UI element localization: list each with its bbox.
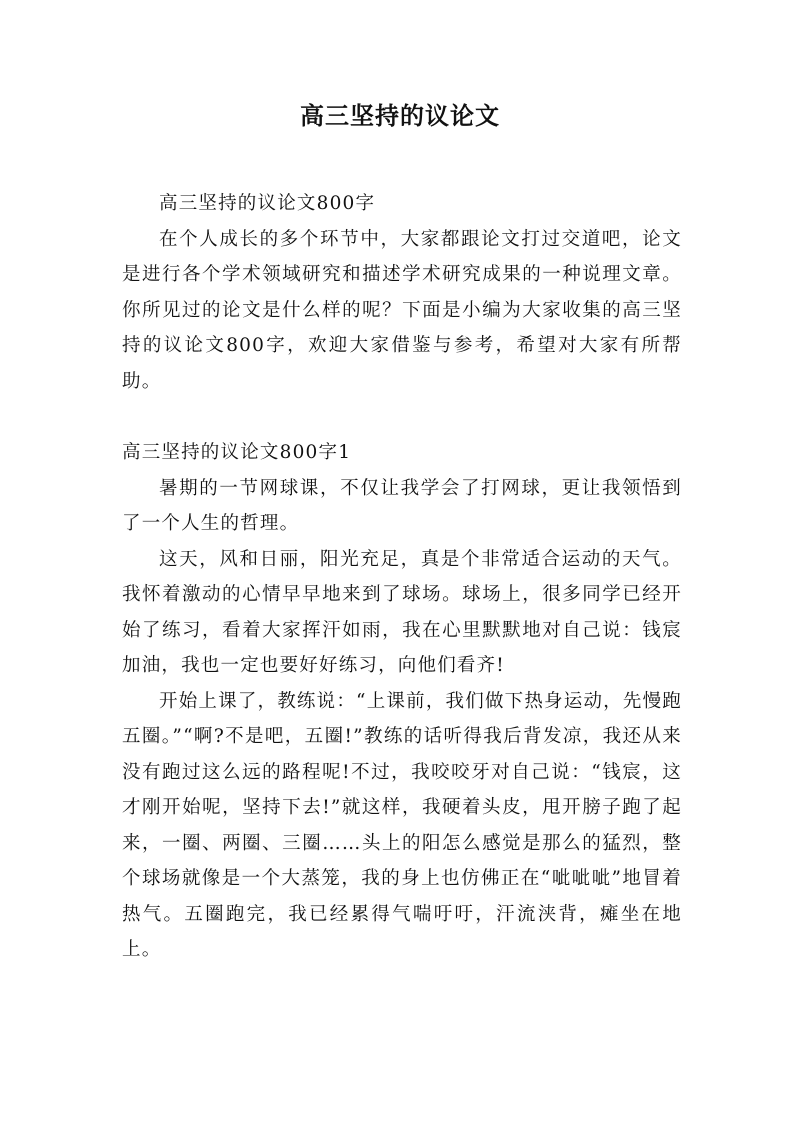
body-paragraph: 暑期的一节网球课，不仅让我学会了打网球，更让我领悟到了一个人生的哲理。 — [122, 477, 682, 534]
intro-heading: 高三坚持的议论文800字 — [159, 193, 376, 214]
section-heading: 高三坚持的议论文800字1 — [122, 442, 352, 463]
body-paragraph: 开始上课了，教练说：“上课前，我们做下热身运动，先慢跑五圈。”“啊?不是吧，五圈!”教练的话听得我后背发凉，我还从来没有跑过这么远的路程呢!不过，我咬咬牙对自己说：“钱宸，这才刚开始呢，坚持下去!”就这样，我硬着头皮，甩开膀子跑了起来，一圈、两圈、三圈……头上的阳怎么感觉是那么的猛烈，整个球场就像是一个大蒸笼，我的身上也仿佛正在“呲呲呲”地冒着热气。五圈跑完，我已经累得气喘吁吁，汗流浃背，瘫坐在地上。 — [122, 690, 682, 960]
body-paragraph: 这天，风和日丽，阳光充足，真是个非常适合运动的天气。我怀着激动的心情早早地来到了球场。球场上，很多同学已经开始了练习，看着大家挥汗如雨，我在心里默默地对自己说：钱宸加油，我也一定也要好好练习，向他们看齐! — [122, 548, 682, 676]
document-body — [122, 186, 682, 968]
document-title: 高三坚持的议论文 — [300, 101, 500, 130]
intro-paragraph: 在个人成长的多个环节中，大家都跟论文打过交道吧，论文是进行各个学术领域研究和描述学术研究成果的一种说理文章。你所见过的论文是什么样的呢？下面是小编为大家收集的高三坚持的议论文800字，欢迎大家借鉴与参考，希望对大家有所帮助。 — [122, 228, 682, 392]
